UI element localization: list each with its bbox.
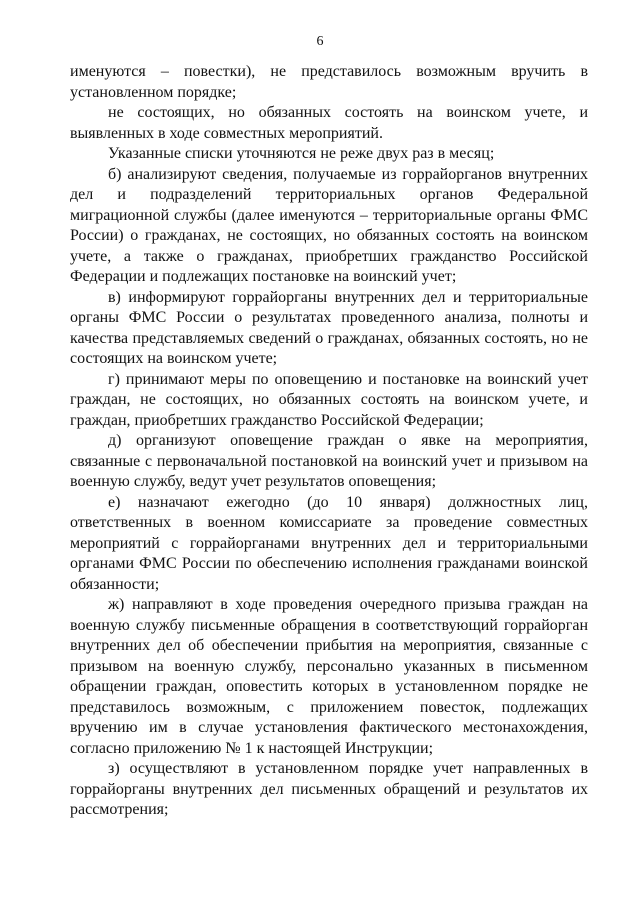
paragraph-item-z: з) осуществляют в установленном порядке учет направленных в горрайорганы внутренних дел письменных обращений и результатов их рассмотрения;: [70, 760, 588, 818]
paragraph-not-registered: не состоящих, но обязанных состоять на воинском учете, и выявленных в ходе совместных мероприятий.: [70, 104, 588, 142]
paragraph-item-e: е) назначают ежегодно (до 10 января) должностных лиц, ответственных в военном комиссариате за проведение совместных мероприятий с горрайорганами внутренних дел и территориальными органами ФМС России по обеспечению исполнения гражданами воинской обязанности;: [70, 493, 588, 593]
paragraph-item-g: г) принимают меры по оповещению и постановке на воинский учет граждан, не состоящих, но обязанных состоять на воинском учете, и граждан, приобретших гражданство Российской Федерации;: [70, 370, 588, 429]
paragraph-continuation: именуются – повестки), не представилось возможным вручить в установленном порядке;: [70, 63, 588, 101]
paragraph-lists-update: Указанные списки уточняются не реже двух раз в месяц;: [108, 145, 495, 162]
paragraph-item-d: д) организуют оповещение граждан о явке на мероприятия, связанные с первоначальной постановкой на воинский учет и призывом на военную службу, ведут учет результатов оповещения;: [70, 432, 588, 490]
document-body: [70, 62, 588, 821]
page-number: 6: [316, 34, 324, 49]
paragraph-item-v: в) информируют горрайорганы внутренних дел и территориальные органы ФМС России о результатах проведенного анализа, полноты и качества представляемых сведений о гражданах, обязанных состоять, но не состоящих на воинском учете;: [70, 288, 588, 367]
paragraph-item-zh: ж) направляют в ходе проведения очередного призыва граждан на военную службу письменные обращения в соответствующий горрайорган внутренних дел об обеспечении прибытия на мероприятия, связанные с призывом на военную службу, персонально указанных в письменном обращении граждан, оповестить которых в установленном порядке не представилось возможным, с приложением повесток, подлежащих вручению им в случае установления фактического местонахождения, согласно приложению № 1 к настоящей Инструкции;: [70, 596, 588, 757]
paragraph-item-b: б) анализируют сведения, получаемые из горрайорганов внутренних дел и подразделений территориальных органов Федеральной миграционной службы (далее именуются – территориальные органы ФМС России) о гражданах, не состоящих, но обязанных состоять на воинском учете, а также о гражданах, приобретших гражданство Российской Федерации и подлежащих постановке на воинский учет;: [70, 165, 588, 285]
